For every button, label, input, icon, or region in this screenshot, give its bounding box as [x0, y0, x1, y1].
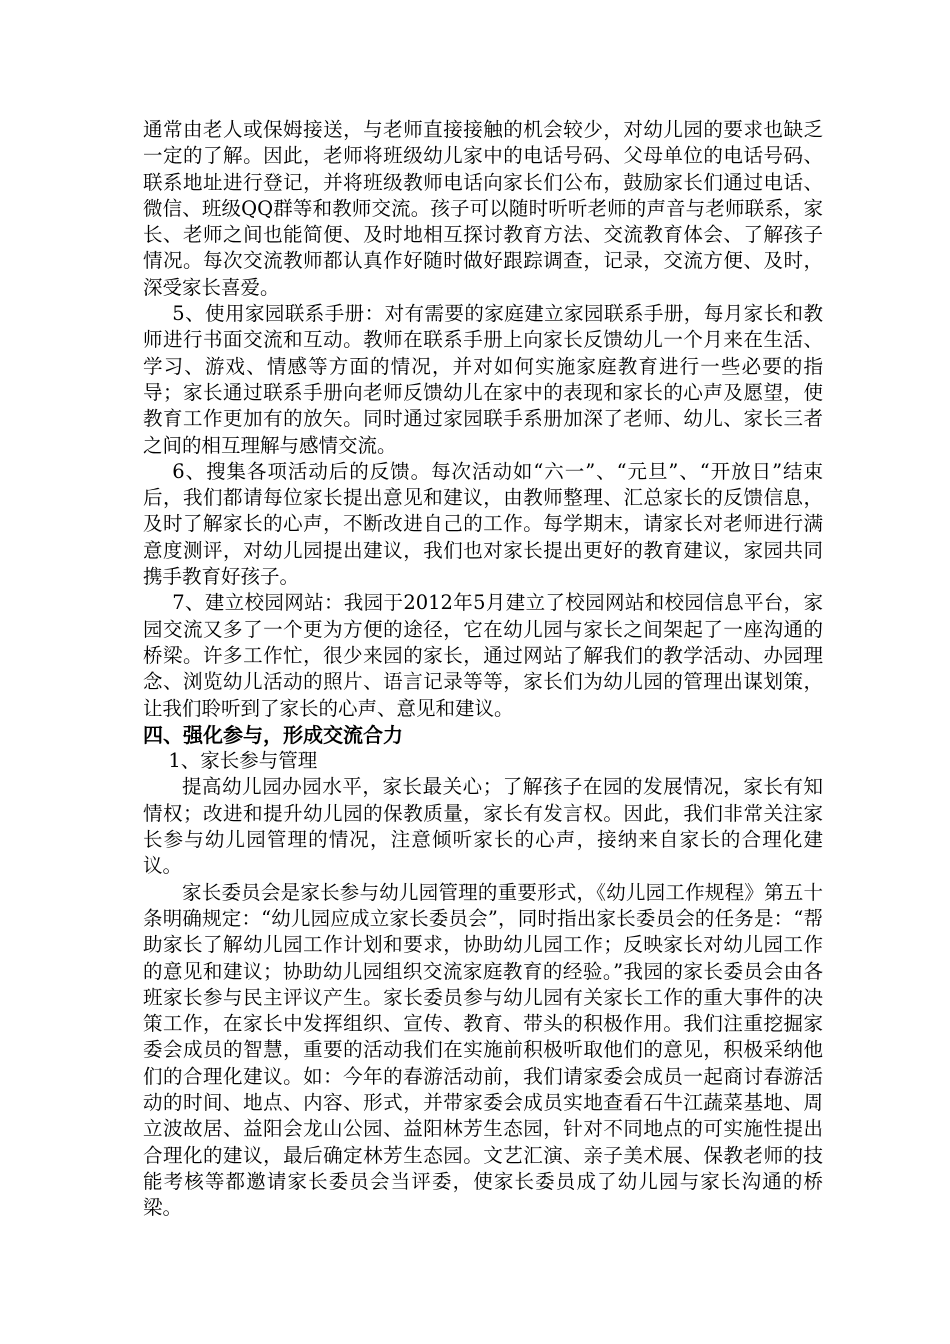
subheading-1: 1、家长参与管理	[168, 749, 318, 773]
document-page	[143, 117, 823, 1221]
paragraph-intro: 通常由老人或保姆接送，与老师直接接触的机会较少，对幼儿园的要求也缺乏一定的了解。因此，老师将班级幼儿家中的电话号码、父母单位的电话号码、联系地址进行登记，并将班级教师电话向家长们公布，鼓励家长们通过电话、微信、班级QQ群等和教师交流。孩子可以随时听听老师的声音与老师联系，家长、老师之间也能简便、及时地相互探讨教育方法、交流教育体会、了解孩子情况。每次交流教师都认真作好随时做好跟踪调查，记录，交流方便、及时，深受家长喜爱。	[143, 118, 823, 299]
paragraph-item-7: 7、建立校园网站：我园于2012年5月建立了校园网站和校园信息平台，家园交流又多了一个更为方便的途径，它在幼儿园与家长之间架起了一座沟通的桥梁。许多工作忙，很少来园的家长，通过网站了解我们的教学活动、办园理念、浏览幼儿活动的照片、语言记录等等，家长们为幼儿园的管理出谋划策，让我们聆听到了家长的心声、意见和建议。	[143, 591, 823, 720]
section-heading-4: 四、强化参与，形成交流合力	[143, 722, 403, 747]
paragraph-item-5: 5、使用家园联系手册：对有需要的家庭建立家园联系手册，每月家长和教师进行书面交流和互动。教师在联系手册上向家长反馈幼儿一个月来在生活、学习、游戏、情感等方面的情况，并对如何实施家庭教育进行一些必要的指导；家长通过联系手册向老师反馈幼儿在家中的表现和家长的心声及愿望，使教育工作更加有的放矢。同时通过家园联手系册加深了老师、幼儿、家长三者之间的相互理解与感情交流。	[143, 302, 823, 457]
paragraph-manage-1: 提高幼儿园办园水平，家长最关心；了解孩子在园的发展情况，家长有知情权；改进和提升幼儿园的保教质量，家长有发言权。因此，我们非常关注家长参与幼儿园管理的情况，注意倾听家长的心声，接纳来自家长的合理化建议。	[143, 775, 823, 878]
paragraph-manage-2: 家长委员会是家长参与幼儿园管理的重要形式，《幼儿园工作规程》第五十条明确规定：“幼儿园应成立家长委员会”，同时指出家长委员会的任务是：“帮助家长了解幼儿园工作计划和要求，协助幼儿园工作；反映家长对幼儿园工作的意见和建议；协助幼儿园组织交流家庭教育的经验。”我园的家长委员会由各班家长参与民主评议产生。家长委员参与幼儿园有关家长工作的重大事件的决策工作，在家长中发挥组织、宣传、教育、带头的积极作用。我们注重挖掘家委会成员的智慧，重要的活动我们在实施前积极听取他们的意见，积极采纳他们的合理化建议。如：今年的春游活动前，我们请家委会成员一起商讨春游活动的时间、地点、内容、形式，并带家委会成员实地查看石牛江蔬菜基地、周立波故居、益阳会龙山公园、益阳林芳生态园，针对不同地点的可实施性提出合理化的建议，最后确定林芳生态园。文艺汇演、亲子美术展、保教老师的技能考核等都邀请家长委员会当评委，使家长委员成了幼儿园与家长沟通的桥梁。	[143, 880, 823, 1220]
paragraph-item-6: 6、搜集各项活动后的反馈。每次活动如“六一”、“元旦”、“开放日”结束后，我们都请每位家长提出意见和建议，由教师整理、汇总家长的反馈信息，及时了解家长的心声，不断改进自己的工作。每学期末，请家长对老师进行满意度测评，对幼儿园提出建议，我们也对家长提出更好的教育建议，家园共同携手教育好孩子。	[143, 459, 823, 589]
